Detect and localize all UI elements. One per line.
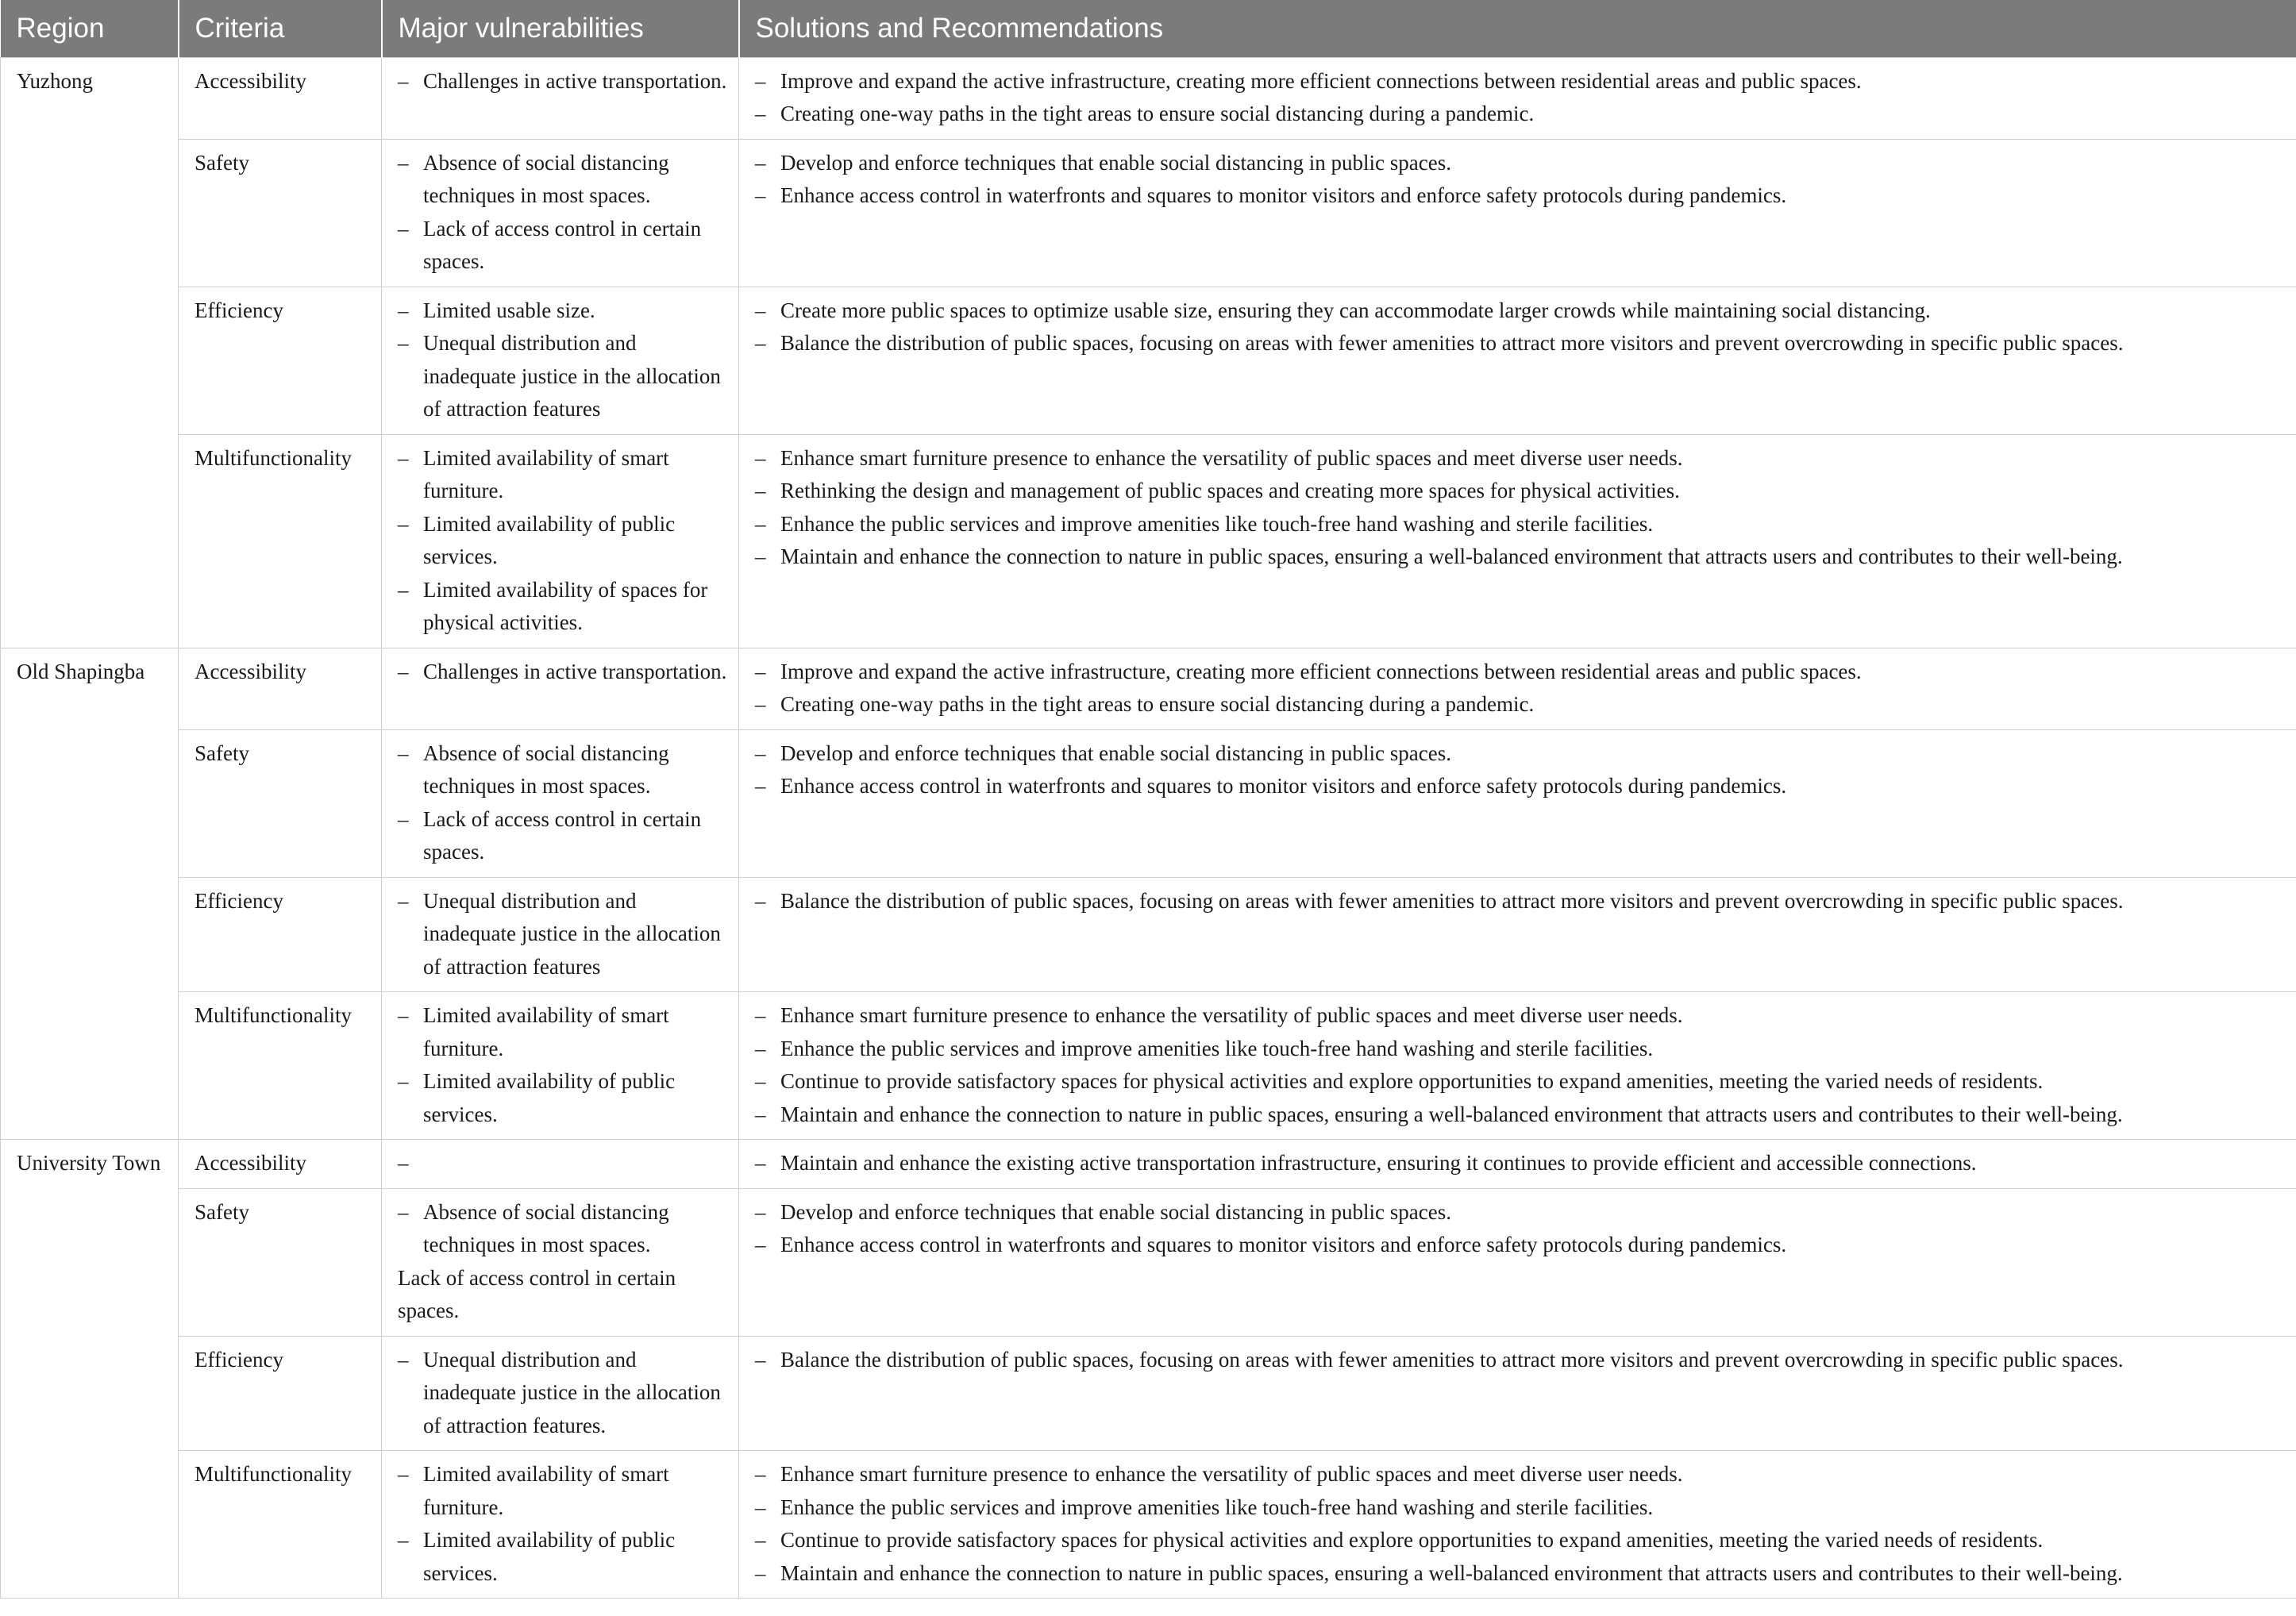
criteria-cell: Safety [179,139,382,287]
solution-text: Enhance smart furniture presence to enhance the versatility of public spaces and meet diverse user needs. [780,1462,1683,1486]
vulnerability-item [398,999,730,1065]
solution-item [755,1344,2288,1377]
vulnerability-item [398,327,730,426]
dash-bullet: – [755,150,766,175]
dash-bullet: – [398,659,409,683]
criteria-cell: Efficiency [179,1336,382,1451]
dash-bullet: – [398,1199,409,1224]
solution-text: Balance the distribution of public spaces, focusing on areas with fewer amenities to attract more visitors and prevent overcrowding in specific public spaces. [780,888,2124,913]
solution-text: Enhance smart furniture presence to enhance the versatility of public spaces and meet diverse user needs. [780,445,1683,470]
solution-text: Enhance the public services and improve amenities like touch-free hand washing and sterile facilities. [780,511,1654,536]
vulnerability-item [398,65,730,98]
vulnerability-item [398,1458,730,1524]
criteria-cell: Safety [179,1188,382,1336]
solution-item [755,688,2288,721]
region-cell: Old Shapingba [1,648,179,1140]
vulnerabilities-cell [382,434,739,648]
solution-item [755,179,2288,213]
vulnerability-text: Limited availability of public services. [423,511,676,568]
solution-text: Maintain and enhance the connection to nature in public spaces, ensuring a well-balanced environment that attracts users and contributes to their well-being. [780,1560,2123,1585]
solution-item [755,770,2288,803]
header-row [1,0,2296,57]
dash-bullet: – [755,183,766,207]
vulnerabilities-cell [382,1336,739,1451]
vulnerability-item [398,442,730,508]
dash-bullet: – [398,741,409,765]
vulnerability-item [398,656,730,689]
vulnerability-text: Absence of social distancing techniques in most spaces. [423,741,669,798]
solution-text: Develop and enforce techniques that enable social distancing in public spaces. [780,150,1451,175]
solution-item [755,508,2288,541]
solution-text: Enhance access control in waterfronts and squares to monitor visitors and enforce safety protocols during pandemics. [780,1233,1787,1256]
solution-text: Maintain and enhance the connection to nature in public spaces, ensuring a well-balanced environment that attracts users and contributes to their well-being. [780,544,2123,568]
solution-text: Enhance the public services and improve amenities like touch-free hand washing and sterile facilities. [780,1495,1654,1519]
vulnerability-item [398,1524,730,1590]
solutions-cell [739,139,2296,287]
vulnerability-item [398,885,730,984]
dash-bullet: – [398,806,409,831]
criteria-cell: Multifunctionality [179,1451,382,1599]
vulnerabilities-cell [382,648,739,729]
table-row [1,434,2296,648]
header-major-vulnerabilities: Major vulnerabilities [382,0,739,57]
dash-bullet: – [755,298,766,322]
solution-item [755,1147,2288,1180]
vulnerability-text: Limited availability of smart furniture. [423,1003,669,1060]
vulnerability-text: Absence of social distancing techniques in most spaces. [423,1199,669,1256]
solution-item [755,1557,2288,1591]
dash-bullet: – [755,68,766,93]
solution-text: Continue to provide satisfactory spaces for physical activities and explore opportunities to expand amenities, meeting the varied needs of residents. [780,1069,2044,1093]
table-row [1,1336,2296,1451]
vulnerability-item [398,508,730,574]
vulnerability-item [398,1196,730,1262]
criteria-cell: Multifunctionality [179,992,382,1140]
solution-text: Improve and expand the active infrastructure, creating more efficient connections between residential areas and public spaces. [780,659,1862,683]
dash-bullet: – [398,1462,409,1486]
dash-bullet: – [755,1528,766,1552]
solution-item [755,294,2288,328]
solution-text: Creating one-way paths in the tight areas to ensure social distancing during a pandemic. [780,692,1535,716]
vulnerabilities-cell [382,877,739,992]
criteria-cell: Safety [179,729,382,877]
solutions-cell [739,729,2296,877]
dash-bullet: – [398,216,409,240]
dash-bullet: – [398,1528,409,1552]
solution-item [755,442,2288,475]
solution-text: Continue to provide satisfactory spaces for physical activities and explore opportunities to expand amenities, meeting the varied needs of residents. [780,1528,2044,1552]
solution-text: Rethinking the design and management of public spaces and creating more spaces for physical activities. [780,479,1680,502]
solution-text: Balance the distribution of public spaces, focusing on areas with fewer amenities to attract more visitors and prevent overcrowding in specific public spaces. [780,331,2124,355]
dash-bullet: – [398,577,409,602]
solutions-cell [739,287,2296,434]
dash-bullet: – [755,741,766,765]
solutions-cell [739,57,2296,139]
region-cell: Yuzhong [1,57,179,648]
vulnerability-text: Absence of social distancing techniques in most spaces. [423,150,669,207]
vulnerability-text: Unequal distribution and inadequate justice in the allocation of attraction features. [423,1347,721,1437]
vulnerability-text: Lack of access control in certain spaces. [423,806,702,864]
solution-item [755,885,2288,918]
vulnerabilities-cell [382,139,739,287]
table-row [1,139,2296,287]
solution-item [755,65,2288,98]
solution-text: Improve and expand the active infrastructure, creating more efficient connections between residential areas and public spaces. [780,68,1862,93]
solution-item [755,1196,2288,1229]
dash-bullet: – [755,1199,766,1224]
solution-text: Enhance access control in waterfronts and squares to monitor visitors and enforce safety protocols during pandemics. [780,183,1787,207]
solution-item [755,737,2288,771]
vulnerabilities-cell [382,287,739,434]
solution-item [755,656,2288,689]
dash-bullet: – [755,1003,766,1027]
header-solutions-and-recommendations: Solutions and Recommendations [739,0,2296,57]
vulnerability-item [398,147,730,213]
vulnerability-text: Unequal distribution and inadequate justice in the allocation of attraction features [423,331,721,421]
table-row [1,729,2296,877]
solution-text: Develop and enforce techniques that enable social distancing in public spaces. [780,741,1451,765]
dash-bullet: – [755,479,766,502]
dash-bullet: – [398,150,409,175]
table-row [1,1188,2296,1336]
dash-bullet: – [755,1560,766,1585]
solution-text: Enhance smart furniture presence to enhance the versatility of public spaces and meet diverse user needs. [780,1003,1683,1027]
criteria-cell: Accessibility [179,648,382,729]
criteria-cell: Efficiency [179,287,382,434]
dash-bullet: – [398,1347,409,1372]
dash-bullet: – [398,888,409,913]
vulnerability-text: Unequal distribution and inadequate justice in the allocation of attraction features [423,888,721,979]
solutions-cell [739,434,2296,648]
dash-bullet: – [398,331,409,355]
vulnerability-text: Lack of access control in certain spaces. [423,216,702,273]
dash-bullet: – [398,445,409,470]
dash-bullet: – [755,1069,766,1093]
solution-text: Balance the distribution of public spaces, focusing on areas with fewer amenities to attract more visitors and prevent overcrowding in specific public spaces. [780,1347,2124,1372]
dash-bullet: – [755,544,766,568]
table-header [1,0,2296,57]
vulnerabilities-cell [382,1188,739,1336]
solution-item [755,147,2288,180]
solution-text: Enhance access control in waterfronts and squares to monitor visitors and enforce safety protocols during pandemics. [780,774,1787,798]
solutions-cell [739,877,2296,992]
table-row [1,1140,2296,1189]
vulnerability-item [398,737,730,803]
table-row [1,648,2296,729]
solution-item [755,475,2288,508]
solutions-cell [739,1188,2296,1336]
vulnerability-item [398,1065,730,1131]
solutions-cell [739,1336,2296,1451]
solution-item [755,999,2288,1033]
solutions-cell [739,1451,2296,1599]
header-region: Region [1,0,179,57]
criteria-cell: Multifunctionality [179,434,382,648]
vulnerabilities-cell [382,1451,739,1599]
vulnerabilities-cell [382,57,739,139]
vulnerability-item [398,213,730,279]
dash-bullet: – [755,1233,766,1256]
dash-bullet: – [755,1036,766,1060]
dash-bullet: – [398,1003,409,1027]
dash-bullet: – [755,1462,766,1486]
solution-item [755,1098,2288,1132]
solution-text: Develop and enforce techniques that enable social distancing in public spaces. [780,1199,1451,1224]
criteria-cell: Accessibility [179,1140,382,1189]
dash-bullet: – [398,1069,409,1093]
table-row [1,287,2296,434]
solution-text: Maintain and enhance the existing active transportation infrastructure, ensuring it continues to provide efficient and accessible connections. [780,1151,1977,1175]
dash-bullet: – [755,1347,766,1372]
dash-bullet: – [398,68,409,93]
vulnerabilities-cell [382,1140,739,1189]
dash-bullet: – [755,102,766,125]
vulnerability-item [398,803,730,869]
solution-item [755,1524,2288,1557]
dash-bullet: – [398,298,409,322]
dash-bullet: – [755,1151,766,1175]
solution-text: Enhance the public services and improve amenities like touch-free hand washing and sterile facilities. [780,1036,1654,1060]
vulnerabilities-cell [382,729,739,877]
vulnerability-text: Limited usable size. [423,298,595,322]
table-body [1,57,2296,1599]
solution-item [755,1229,2288,1262]
solution-item [755,1458,2288,1491]
table-row [1,57,2296,139]
vulnerability-text: Challenges in active transportation. [423,659,727,683]
dash-bullet: – [398,511,409,536]
solution-item [755,1033,2288,1066]
dash-bullet: – [755,445,766,470]
vulnerability-text: Limited availability of spaces for physical activities. [423,577,708,634]
dash-bullet: – [755,331,766,355]
solution-item [755,1491,2288,1525]
solutions-cell [739,992,2296,1140]
solutions-cell [739,1140,2296,1189]
region-cell: University Town [1,1140,179,1599]
table-row [1,877,2296,992]
solution-text: Create more public spaces to optimize usable size, ensuring they can accommodate larger crowds while maintaining social distancing. [780,298,1931,322]
vulnerability-item [398,1262,730,1328]
vulnerability-text: Limited availability of public services. [423,1528,676,1585]
criteria-cell: Accessibility [179,57,382,139]
dash-bullet: – [755,774,766,798]
solutions-cell [739,648,2296,729]
solution-item [755,541,2288,574]
dash-bullet: – [755,888,766,913]
dash-bullet: – [755,1495,766,1519]
vulnerability-item [398,574,730,640]
dash-bullet: – [755,511,766,536]
vulnerability-text: Limited availability of smart furniture. [423,445,669,502]
header-criteria: Criteria [179,0,382,57]
solution-text: Maintain and enhance the connection to nature in public spaces, ensuring a well-balanced environment that attracts users and contributes to their well-being. [780,1102,2123,1126]
table-row [1,1451,2296,1599]
dash-bullet: – [755,659,766,683]
vulnerability-text: Lack of access control in certain spaces. [398,1265,676,1322]
vulnerability-item [398,294,730,328]
dash-bullet: – [398,1151,409,1175]
criteria-cell: Efficiency [179,877,382,992]
vulnerability-text: Limited availability of public services. [423,1069,676,1126]
vulnerability-text: Challenges in active transportation. [423,68,727,93]
table-row [1,992,2296,1140]
solution-item [755,98,2288,131]
vulnerability-text: Limited availability of smart furniture. [423,1462,669,1519]
vulnerability-item [398,1344,730,1443]
solution-item [755,327,2288,360]
vulnerabilities-cell [382,992,739,1140]
dash-bullet: – [755,692,766,716]
solution-item [755,1065,2288,1098]
solution-text: Creating one-way paths in the tight areas to ensure social distancing during a pandemic. [780,102,1535,125]
dash-bullet: – [755,1102,766,1126]
